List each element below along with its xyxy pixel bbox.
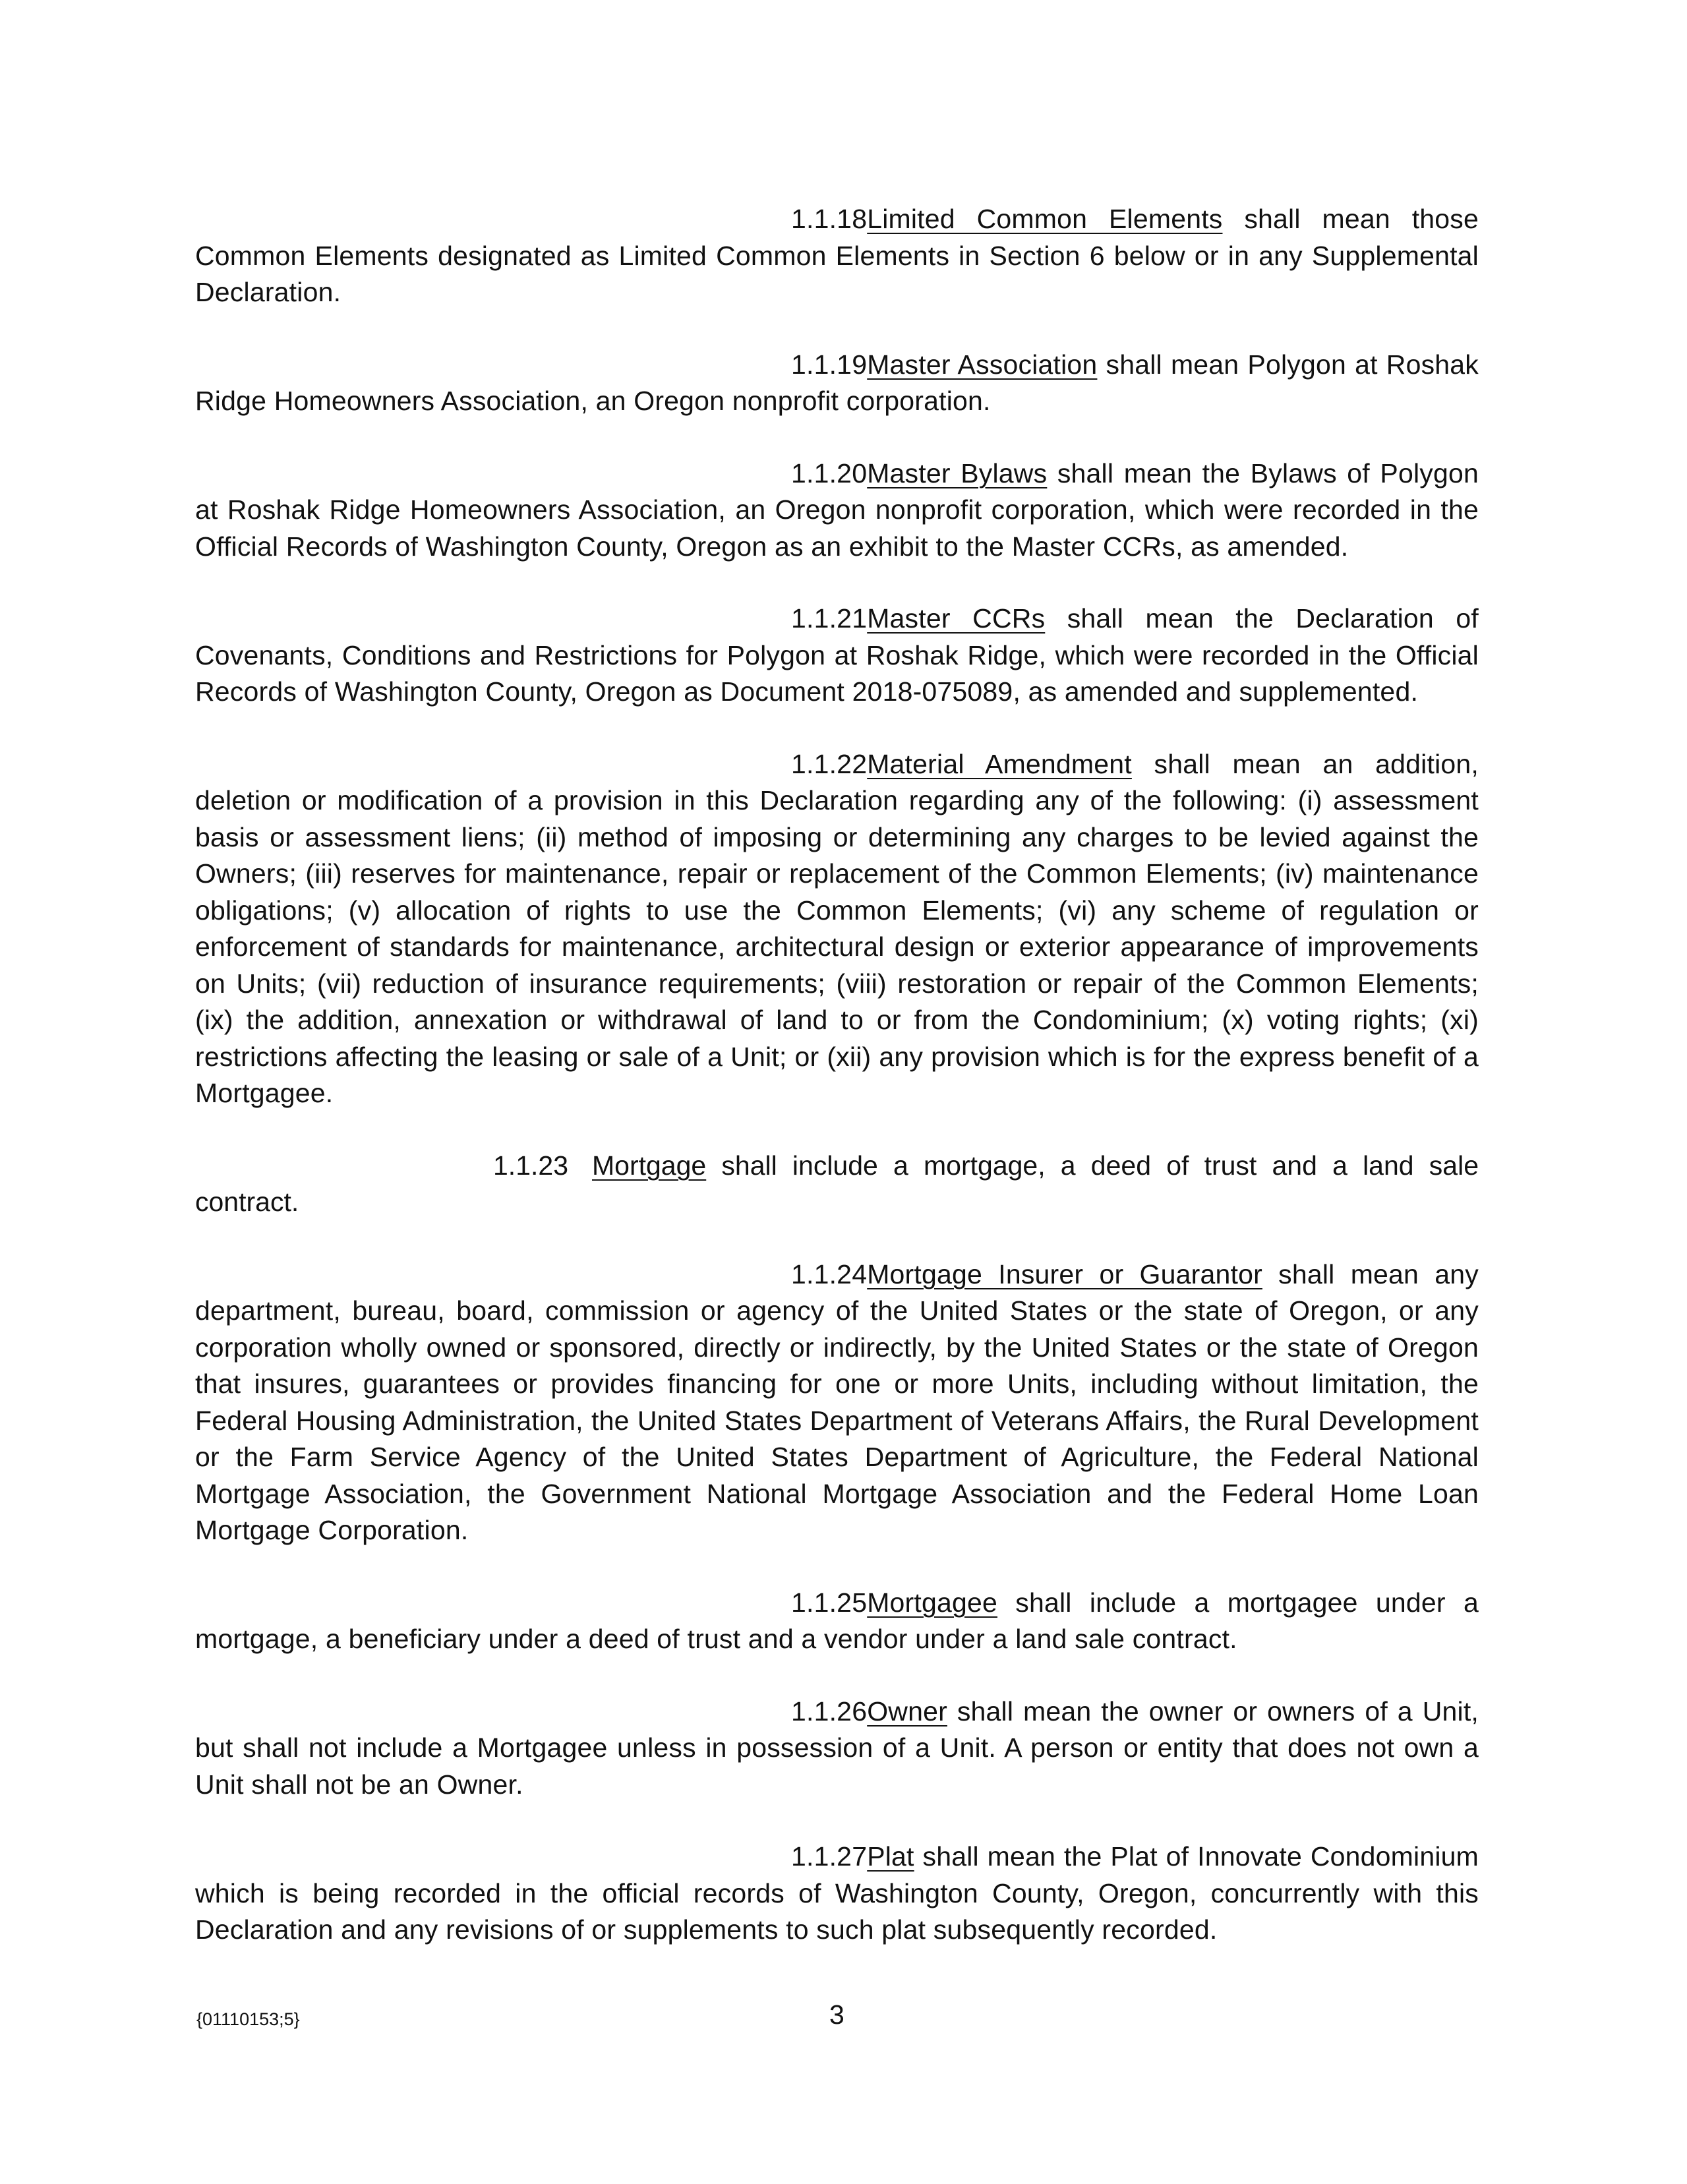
section-number: 1.1.24: [791, 1258, 868, 1289]
definition-paragraph: [195, 1585, 1479, 1658]
defined-term: Limited Common Elements: [867, 204, 1223, 234]
definition-text: shall mean the Bylaws of Polygon at Roshak Ridge Homeowners Association, an Oregon nonprofit corporation, which were recorded in the Official Records of Washington County, Oregon as an exhibit to the Master CCRs, as amended.: [195, 457, 1479, 562]
definition-paragraph: [195, 1839, 1479, 1949]
definition-text: shall include a mortgage, a deed of trust and a land sale: [706, 1150, 1479, 1181]
definition-paragraph: [195, 1256, 1479, 1549]
defined-term: Owner: [867, 1696, 947, 1727]
definition-text: shall mean any department, bureau, board, commission or agency of the United States or the state of Oregon, or any corporation wholly owned or sponsored, directly or indirectly, by the United States or the state of Oregon that insures, guarantees or provides financing for one or more Units, including without limitation, the Federal Housing Administration, the United States Department of Veterans Affairs, the Rural Development or the Farm Service Agency of the United States Department of Agriculture, the Federal National Mortgage Association, the Government National Mortgage Association and the Federal Home Loan Mortgage Corporation.: [195, 1258, 1479, 1545]
definition-paragraph: [195, 1694, 1479, 1804]
section-number: 1.1.26: [791, 1696, 868, 1727]
page-number: 3: [829, 1999, 844, 2030]
definition-text: shall include a mortgagee under a mortgage, a beneficiary under a deed of trust and a vendor under a land sale contract.: [195, 1587, 1479, 1654]
definition-paragraph: [195, 347, 1479, 420]
section-number: 1.1.18: [791, 204, 868, 234]
definition-paragraph: [195, 1148, 1479, 1221]
defined-term: Plat: [867, 1841, 914, 1872]
defined-term: Mortgagee: [867, 1587, 998, 1618]
section-number: 1.1.23: [493, 1150, 568, 1181]
section-number: 1.1.19: [791, 349, 868, 380]
definition-text: shall mean the Declaration of Covenants, Conditions and Restrictions for Polygon at Roshak Ridge, which were recorded in the Official Records of Washington County, Oregon as Document 2018-075089, as amended and supplemented.: [195, 603, 1479, 707]
definition-paragraph: [195, 746, 1479, 1112]
document-id: {01110153;5}: [196, 2009, 300, 2029]
definition-text: shall mean Polygon at Roshak Ridge Homeowners Association, an Oregon nonprofit corporation.: [195, 349, 1479, 416]
definition-text: shall mean an addition, deletion or modification of a provision in this Declaration regarding any of the following: (i) assessment basis or assessment liens; (ii) method of imposing or determining any charges to be levied against the Owners; (iii) reserves for maintenance, repair or replacement of the Common Elements; (iv) maintenance obligations; (v) allocation of rights to use the Common Elements; (vi) any scheme of regulation or enforcement of standards for maintenance, architectural design or exterior appearance of improvements on Units; (vii) reduction of insurance requirements; (viii) restoration or repair of the Common Elements; (ix) the addition, annexation or withdrawal of land to or from the Condominium; (x) voting rights; (xi) restrictions affecting the leasing or sale of a Unit; or (xii) any provision which is for the express benefit of a Mortgagee.: [195, 748, 1479, 1108]
defined-term: Mortgage Insurer or Guarantor: [867, 1258, 1262, 1289]
defined-term: Master Bylaws: [867, 457, 1048, 488]
defined-term: Master CCRs: [867, 603, 1046, 634]
definition-paragraph: [195, 456, 1479, 566]
definition-first-line: [493, 1148, 1479, 1185]
definition-paragraph: [195, 201, 1479, 311]
section-number: 1.1.21: [791, 603, 868, 634]
definition-paragraph: [195, 601, 1479, 711]
definition-continuation: contract.: [195, 1187, 299, 1217]
definition-text: shall mean the owner or owners of a Unit, but shall not include a Mortgagee unless in possession of a Unit. A person or entity that does not own a Unit shall not be an Owner.: [195, 1696, 1479, 1800]
defined-term: Material Amendment: [867, 748, 1132, 779]
defined-term: Master Association: [867, 349, 1098, 380]
definition-text: shall mean those Common Elements designated as Limited Common Elements in Section 6 below or in any Supplemental Declaration.: [195, 204, 1479, 307]
section-number: 1.1.25: [791, 1587, 868, 1618]
section-number: 1.1.22: [791, 748, 868, 779]
document-body: [195, 201, 1479, 1984]
section-number: 1.1.20: [791, 457, 868, 488]
section-number: 1.1.27: [791, 1841, 868, 1872]
definition-text: shall mean the Plat of Innovate Condominium which is being recorded in the official records of Washington County, Oregon, concurrently with this Declaration and any revisions of or supplements to such plat subsequently recorded.: [195, 1841, 1479, 1945]
defined-term: Mortgage: [592, 1150, 707, 1181]
